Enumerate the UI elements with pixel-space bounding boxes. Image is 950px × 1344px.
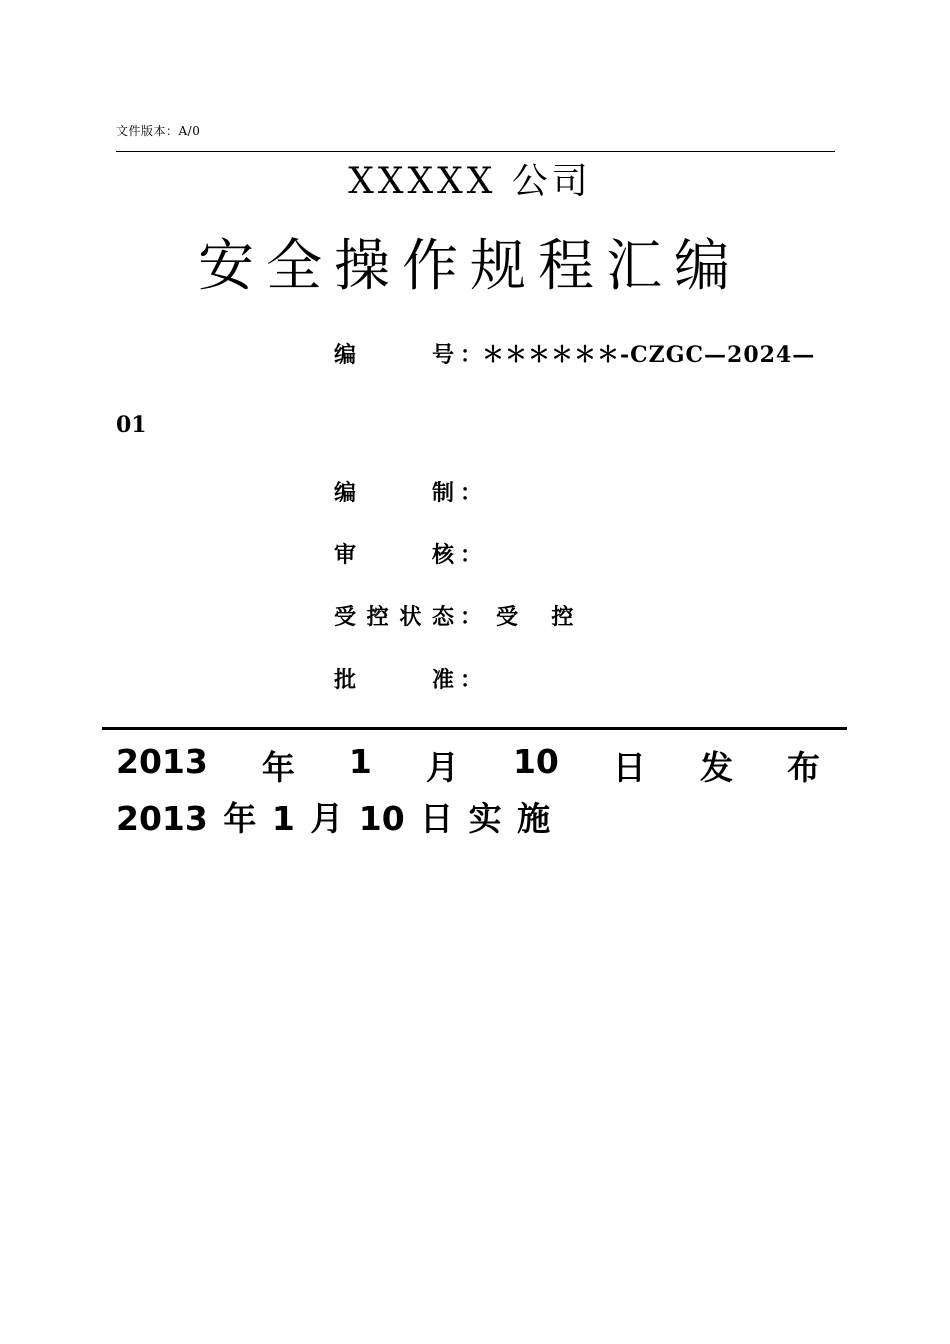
release-year-unit: 年 bbox=[261, 748, 295, 787]
field-reviewed-colon: ： bbox=[460, 543, 483, 568]
release-day-unit: 日 bbox=[612, 748, 646, 787]
company-name: XXXXX 公司 bbox=[348, 161, 592, 202]
release-month-unit: 月 bbox=[425, 748, 459, 787]
footer-divider bbox=[102, 727, 847, 730]
header-divider bbox=[116, 151, 835, 152]
field-status-value: 受 控 bbox=[496, 605, 580, 630]
field-approved-label: 批准 bbox=[334, 668, 454, 693]
field-reviewed bbox=[334, 538, 482, 569]
field-status bbox=[334, 600, 579, 631]
field-number-colon: ： bbox=[460, 343, 483, 368]
field-approved-colon: ： bbox=[460, 668, 483, 693]
field-reviewed-label: 审核 bbox=[334, 543, 454, 568]
release-word-1: 发 bbox=[699, 748, 733, 787]
release-day: 10 bbox=[512, 742, 559, 781]
field-status-colon: ： bbox=[460, 605, 483, 630]
field-number-label: 编号 bbox=[334, 343, 454, 368]
field-number bbox=[334, 338, 815, 369]
field-status-label: 受控状态 bbox=[334, 605, 454, 630]
release-date bbox=[116, 742, 820, 789]
field-number-value-wrap: 01 bbox=[116, 412, 147, 438]
effective-date: 2013 年 1 月 10 日 实 施 bbox=[116, 799, 551, 838]
field-compiled-label: 编制 bbox=[334, 481, 454, 506]
release-year: 2013 bbox=[116, 742, 208, 781]
field-approved bbox=[334, 663, 482, 694]
release-word-2: 布 bbox=[786, 748, 820, 787]
release-month: 1 bbox=[348, 742, 372, 781]
field-number-value: ＊＊＊＊＊＊-CZGC—2024— bbox=[482, 342, 816, 368]
field-compiled-colon: ： bbox=[460, 481, 483, 506]
field-compiled bbox=[334, 476, 482, 507]
version-header: 文件版本：A/0 bbox=[116, 124, 201, 138]
document-title: 安全操作规程汇编 bbox=[198, 234, 742, 299]
